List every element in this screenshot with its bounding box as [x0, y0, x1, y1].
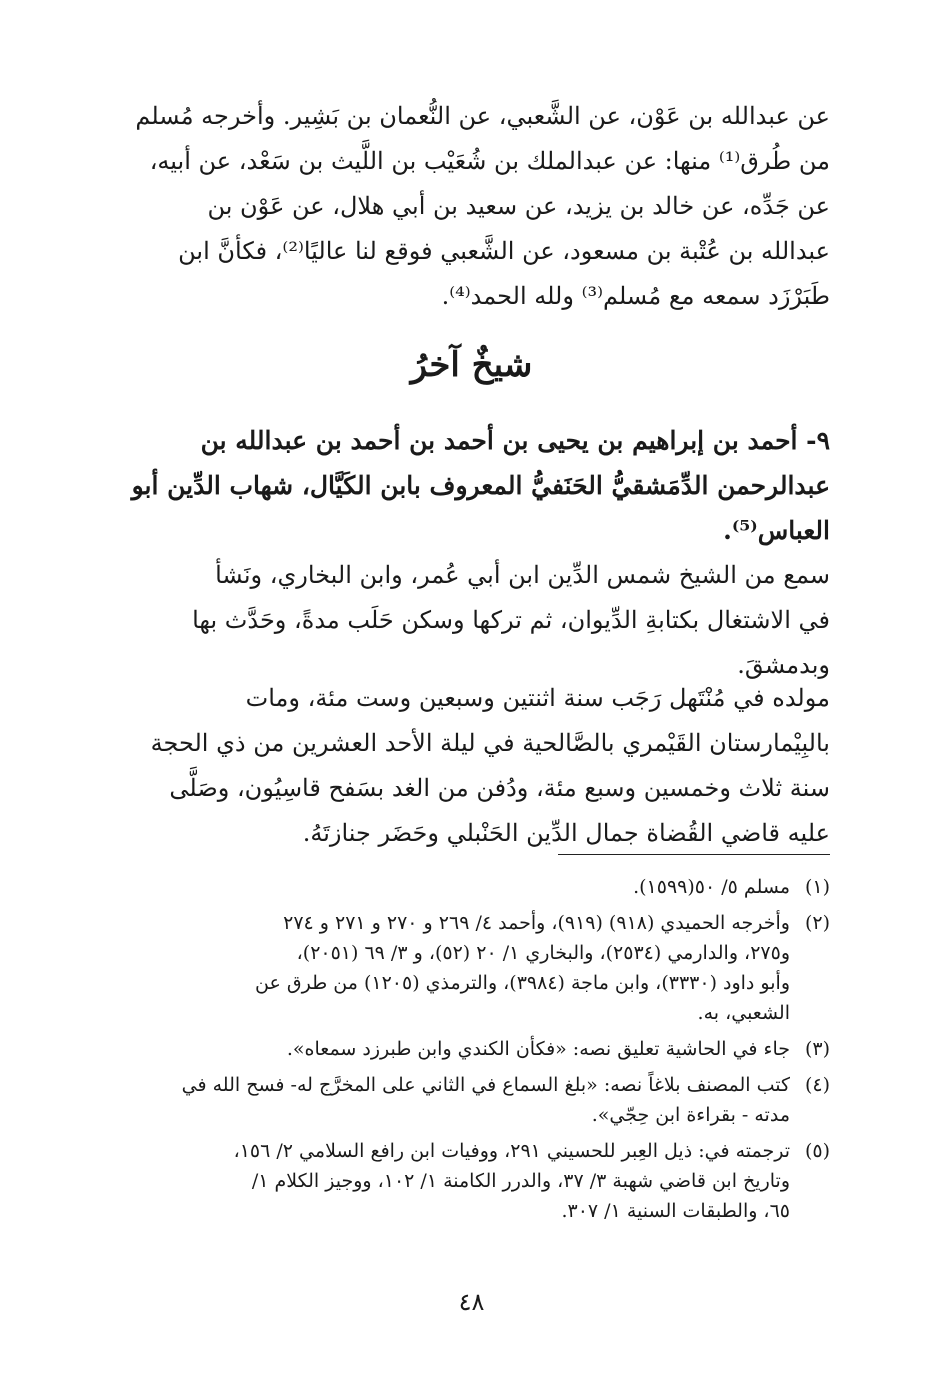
text-line: سنة ثلاث وخمسين وسبع مئة، ودُفن من الغد بسَفح قاسِيُون، وصَلَّى — [169, 774, 830, 802]
footnote-item — [112, 1070, 830, 1130]
footnote-item — [112, 872, 830, 902]
text-line: بالبِيْمارستان القَيْمري بالصَّالحية في ليلة الأحد العشرين من ذي الحجة — [150, 729, 830, 757]
footnote-number: (٣) — [804, 1038, 830, 1060]
footnote-line: مسلم ٥/ ٥٠(١٥٩٩). — [633, 876, 790, 898]
footnote-item — [112, 908, 830, 1028]
footnote-line: ترجمته في: ذيل العِبر للحسيني ٢٩١، ووفيات ابن رافع السلامي ٢/ ١٥٦، — [233, 1140, 790, 1162]
footnote-line: وأخرجه الحميدي (٩١٨) (٩١٩)، وأحمد ٤/ ٢٦٩ و ٢٧٠ و ٢٧١ و ٢٧٤ — [283, 912, 790, 934]
entry-line: ٩- أحمد بن إبراهيم بن يحيى بن أحمد بن أحمد بن عبدالله بن — [200, 426, 830, 455]
paragraph-isnad — [112, 94, 830, 319]
text-line: في الاشتغال بكتابةِ الدِّيوان، ثم تركها وسكن حَلَب مدةً، وحَدَّث بها — [192, 606, 830, 634]
footnote-line: وتاريخ ابن قاضي شهبة ٣/ ٣٧، والدرر الكامنة ١/ ١٠٢، ووجيز الكلام ١/ — [251, 1170, 790, 1192]
footnote-line: مدته - بقراءة ابن حِجّي». — [591, 1104, 790, 1126]
footnote-line: الشعبي، به. — [697, 1002, 790, 1024]
text-line: سمع من الشيخ شمس الدِّين ابن أبي عُمر، وابن البخاري، ونَشأ — [215, 561, 830, 589]
paragraph-biography — [112, 553, 830, 688]
footnote-line: ٦٥، والطبقات السنية ١/ ٣٠٧. — [561, 1200, 790, 1222]
text-line: مولده في مُنْتَهل رَجَب سنة اثنتين وسبعين وست مئة، ومات — [245, 684, 830, 712]
text-line: عن جَدِّه، عن خالد بن يزيد، عن سعيد بن أبي هلال، عن عَوْن بن — [207, 192, 830, 220]
text-line: عليه قاضي القُضاة جمال الدِّين الحَنْبلي وحَضَر جنازتَهُ. — [302, 819, 830, 847]
footnote-item — [112, 1034, 830, 1064]
text-line: عبدالله بن عُتْبة بن مسعود، عن الشَّعبي فوقع لنا عاليًا⁽²⁾، فكأنَّ ابن — [178, 237, 830, 265]
footnote-divider — [558, 854, 830, 855]
footnote-number: (٢) — [804, 912, 830, 934]
footnotes — [112, 872, 830, 1232]
text-line: طَبَرْزَد سمعه مع مُسلم⁽³⁾ ولله الحمد⁽⁴⁾. — [441, 282, 830, 310]
footnote-line: وأبو داود (٣٣٣٠)، وابن ماجة (٣٩٨٤)، والترمذي (١٢٠٥) من طرق عن — [255, 972, 790, 994]
text-line: وبدمشقَ. — [737, 651, 830, 679]
footnote-number: (١) — [804, 876, 830, 898]
entry-line: العباس⁽⁵⁾. — [723, 516, 830, 545]
page-number: ٤٨ — [458, 1288, 485, 1316]
footnote-number: (٤) — [804, 1074, 830, 1096]
entry-title — [112, 418, 830, 553]
footnote-line: و٢٧٥، والدارمي (٢٥٣٤)، والبخاري ١/ ٢٠ (٥٢)، و ٣/ ٦٩ (٢٠٥١)، — [296, 942, 790, 964]
text-line: من طُرق⁽¹⁾ منها: عن عبدالملك بن شُعَيْب بن اللَّيث بن سَعْد، عن أبيه، — [149, 147, 830, 175]
entry-line: عبدالرحمن الدِّمَشقيُّ الحَنَفيُّ المعروف بابن الكَيَّال، شهاب الدِّين أبو — [131, 471, 830, 500]
footnote-line: كتب المصنف بلاغاً نصه: «بلغ السماع في الثاني على المخرَّج له- فسح الله في — [181, 1074, 790, 1096]
footnote-line: جاء في الحاشية تعليق نصه: «فكأن الكندي وابن طبرزد سمعاه». — [286, 1038, 790, 1060]
paragraph-birth-death — [112, 676, 830, 856]
text-line: عن عبدالله بن عَوْن، عن الشَّعبي، عن النُّعمان بن بَشِير. وأخرجه مُسلم — [135, 102, 830, 130]
section-heading: شيخٌ آخرُ — [410, 345, 533, 385]
footnote-item — [112, 1136, 830, 1226]
footnote-number: (٥) — [804, 1140, 830, 1162]
